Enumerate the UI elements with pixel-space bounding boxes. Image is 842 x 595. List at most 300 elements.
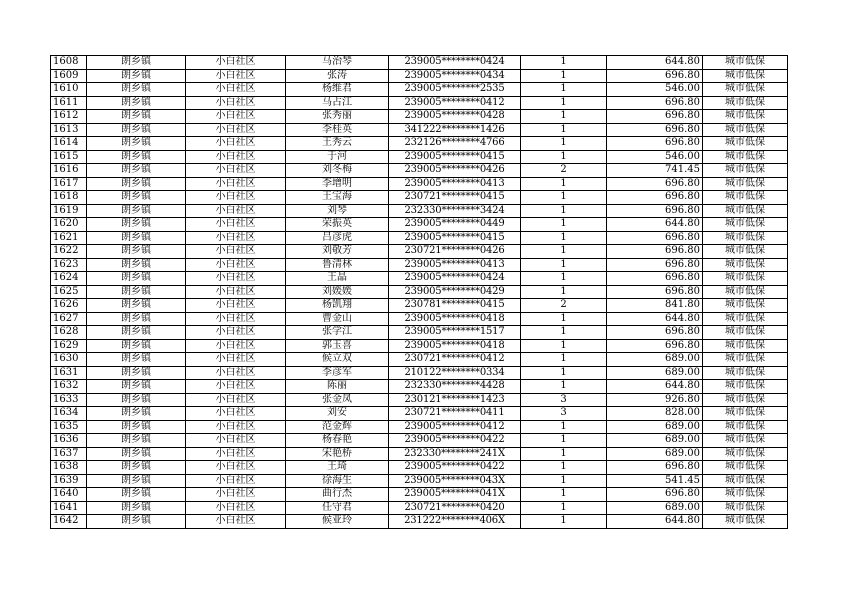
town-cell: 朗乡镇 xyxy=(87,150,186,164)
table-row xyxy=(51,56,788,70)
recipient-name-cell: 任守君 xyxy=(286,501,389,515)
recipient-name-cell: 刘敬芳 xyxy=(286,245,389,259)
assistance-type-cell: 城市低保 xyxy=(703,231,788,245)
table-row xyxy=(51,272,788,286)
amount-cell: 644.80 xyxy=(607,380,703,394)
table-row xyxy=(51,447,788,461)
table-row xyxy=(51,177,788,191)
assistance-type-cell: 城市低保 xyxy=(703,177,788,191)
town-cell: 朗乡镇 xyxy=(87,488,186,502)
amount-cell: 828.00 xyxy=(607,407,703,421)
amount-cell: 696.80 xyxy=(607,204,703,218)
assistance-type-cell: 城市低保 xyxy=(703,299,788,313)
recipient-name-cell: 张学江 xyxy=(286,326,389,340)
recipient-name-cell: 王晶 xyxy=(286,272,389,286)
recipient-name-cell: 宋艳桥 xyxy=(286,447,389,461)
serial-number-cell: 1628 xyxy=(51,326,87,340)
recipient-name-cell: 杨维君 xyxy=(286,83,389,97)
recipient-name-cell: 徐海生 xyxy=(286,474,389,488)
serial-number-cell: 1617 xyxy=(51,177,87,191)
household-count-cell: 1 xyxy=(521,204,607,218)
amount-cell: 689.00 xyxy=(607,353,703,367)
town-cell: 朗乡镇 xyxy=(87,137,186,151)
table-body xyxy=(51,56,788,529)
recipient-name-cell: 张秀丽 xyxy=(286,110,389,124)
town-cell: 朗乡镇 xyxy=(87,434,186,448)
recipient-name-cell: 王琦 xyxy=(286,461,389,475)
id-number-cell: 239005********0422 xyxy=(389,461,521,475)
assistance-type-cell: 城市低保 xyxy=(703,434,788,448)
household-count-cell: 1 xyxy=(521,245,607,259)
assistance-type-cell: 城市低保 xyxy=(703,285,788,299)
id-number-cell: 341222********1426 xyxy=(389,123,521,137)
id-number-cell: 239005********0413 xyxy=(389,177,521,191)
town-cell: 朗乡镇 xyxy=(87,177,186,191)
id-number-cell: 239005********0418 xyxy=(389,312,521,326)
town-cell: 朗乡镇 xyxy=(87,420,186,434)
recipient-name-cell: 鲁清林 xyxy=(286,258,389,272)
household-count-cell: 1 xyxy=(521,123,607,137)
serial-number-cell: 1621 xyxy=(51,231,87,245)
amount-cell: 644.80 xyxy=(607,56,703,70)
town-cell: 朗乡镇 xyxy=(87,191,186,205)
community-cell: 小白社区 xyxy=(186,312,286,326)
town-cell: 朗乡镇 xyxy=(87,245,186,259)
household-count-cell: 1 xyxy=(521,501,607,515)
table-row xyxy=(51,393,788,407)
id-number-cell: 230121********1423 xyxy=(389,393,521,407)
household-count-cell: 1 xyxy=(521,258,607,272)
household-count-cell: 1 xyxy=(521,177,607,191)
assistance-type-cell: 城市低保 xyxy=(703,137,788,151)
amount-cell: 741.45 xyxy=(607,164,703,178)
assistance-type-cell: 城市低保 xyxy=(703,272,788,286)
amount-cell: 696.80 xyxy=(607,258,703,272)
serial-number-cell: 1626 xyxy=(51,299,87,313)
table-row xyxy=(51,474,788,488)
town-cell: 朗乡镇 xyxy=(87,272,186,286)
table-row xyxy=(51,420,788,434)
household-count-cell: 1 xyxy=(521,218,607,232)
id-number-cell: 210122********0334 xyxy=(389,366,521,380)
amount-cell: 696.80 xyxy=(607,110,703,124)
community-cell: 小白社区 xyxy=(186,191,286,205)
table-row xyxy=(51,434,788,448)
recipient-name-cell: 马占江 xyxy=(286,96,389,110)
recipient-name-cell: 曹金山 xyxy=(286,312,389,326)
household-count-cell: 1 xyxy=(521,420,607,434)
household-count-cell: 1 xyxy=(521,83,607,97)
amount-cell: 696.80 xyxy=(607,245,703,259)
id-number-cell: 231222********406X xyxy=(389,515,521,529)
table-row xyxy=(51,515,788,529)
recipient-name-cell: 张涛 xyxy=(286,69,389,83)
table-row xyxy=(51,218,788,232)
town-cell: 朗乡镇 xyxy=(87,380,186,394)
assistance-type-cell: 城市低保 xyxy=(703,380,788,394)
table-row xyxy=(51,258,788,272)
household-count-cell: 1 xyxy=(521,326,607,340)
amount-cell: 696.80 xyxy=(607,123,703,137)
table-row xyxy=(51,150,788,164)
household-count-cell: 1 xyxy=(521,447,607,461)
serial-number-cell: 1634 xyxy=(51,407,87,421)
amount-cell: 689.00 xyxy=(607,501,703,515)
community-cell: 小白社区 xyxy=(186,393,286,407)
community-cell: 小白社区 xyxy=(186,353,286,367)
table-row xyxy=(51,488,788,502)
table-row xyxy=(51,204,788,218)
community-cell: 小白社区 xyxy=(186,56,286,70)
recipient-name-cell: 吕彦虎 xyxy=(286,231,389,245)
amount-cell: 841.80 xyxy=(607,299,703,313)
table-row xyxy=(51,191,788,205)
amount-cell: 689.00 xyxy=(607,434,703,448)
assistance-type-cell: 城市低保 xyxy=(703,407,788,421)
assistance-type-cell: 城市低保 xyxy=(703,258,788,272)
serial-number-cell: 1609 xyxy=(51,69,87,83)
assistance-type-cell: 城市低保 xyxy=(703,461,788,475)
amount-cell: 689.00 xyxy=(607,366,703,380)
id-number-cell: 232330********241X xyxy=(389,447,521,461)
serial-number-cell: 1635 xyxy=(51,420,87,434)
recipient-name-cell: 李桂英 xyxy=(286,123,389,137)
town-cell: 朗乡镇 xyxy=(87,96,186,110)
table-row xyxy=(51,299,788,313)
recipient-name-cell: 刘安 xyxy=(286,407,389,421)
id-number-cell: 239005********0426 xyxy=(389,164,521,178)
recipient-name-cell: 候立双 xyxy=(286,353,389,367)
amount-cell: 696.80 xyxy=(607,137,703,151)
community-cell: 小白社区 xyxy=(186,69,286,83)
amount-cell: 696.80 xyxy=(607,177,703,191)
community-cell: 小白社区 xyxy=(186,461,286,475)
id-number-cell: 239005********0428 xyxy=(389,110,521,124)
table-row xyxy=(51,366,788,380)
assistance-type-cell: 城市低保 xyxy=(703,56,788,70)
town-cell: 朗乡镇 xyxy=(87,218,186,232)
household-count-cell: 1 xyxy=(521,488,607,502)
town-cell: 朗乡镇 xyxy=(87,447,186,461)
assistance-type-cell: 城市低保 xyxy=(703,339,788,353)
serial-number-cell: 1622 xyxy=(51,245,87,259)
table-row xyxy=(51,123,788,137)
town-cell: 朗乡镇 xyxy=(87,339,186,353)
town-cell: 朗乡镇 xyxy=(87,353,186,367)
community-cell: 小白社区 xyxy=(186,177,286,191)
household-count-cell: 2 xyxy=(521,299,607,313)
community-cell: 小白社区 xyxy=(186,488,286,502)
household-count-cell: 1 xyxy=(521,110,607,124)
household-count-cell: 1 xyxy=(521,285,607,299)
id-number-cell: 239005********0415 xyxy=(389,150,521,164)
id-number-cell: 239005********0424 xyxy=(389,272,521,286)
household-count-cell: 1 xyxy=(521,231,607,245)
recipient-name-cell: 杨凯翔 xyxy=(286,299,389,313)
amount-cell: 696.80 xyxy=(607,285,703,299)
assistance-type-cell: 城市低保 xyxy=(703,353,788,367)
community-cell: 小白社区 xyxy=(186,96,286,110)
town-cell: 朗乡镇 xyxy=(87,110,186,124)
town-cell: 朗乡镇 xyxy=(87,231,186,245)
id-number-cell: 239005********043X xyxy=(389,474,521,488)
table-row xyxy=(51,245,788,259)
household-count-cell: 1 xyxy=(521,515,607,529)
table-row xyxy=(51,285,788,299)
amount-cell: 644.80 xyxy=(607,312,703,326)
town-cell: 朗乡镇 xyxy=(87,501,186,515)
id-number-cell: 230781********0415 xyxy=(389,299,521,313)
assistance-type-cell: 城市低保 xyxy=(703,245,788,259)
town-cell: 朗乡镇 xyxy=(87,407,186,421)
serial-number-cell: 1633 xyxy=(51,393,87,407)
community-cell: 小白社区 xyxy=(186,164,286,178)
serial-number-cell: 1638 xyxy=(51,461,87,475)
assistance-type-cell: 城市低保 xyxy=(703,83,788,97)
community-cell: 小白社区 xyxy=(186,515,286,529)
amount-cell: 696.80 xyxy=(607,69,703,83)
community-cell: 小白社区 xyxy=(186,501,286,515)
recipient-name-cell: 候亚玲 xyxy=(286,515,389,529)
serial-number-cell: 1619 xyxy=(51,204,87,218)
id-number-cell: 230721********0415 xyxy=(389,191,521,205)
community-cell: 小白社区 xyxy=(186,218,286,232)
id-number-cell: 230721********0420 xyxy=(389,501,521,515)
table-row xyxy=(51,312,788,326)
serial-number-cell: 1640 xyxy=(51,488,87,502)
table-row xyxy=(51,326,788,340)
amount-cell: 546.00 xyxy=(607,83,703,97)
recipient-name-cell: 李增明 xyxy=(286,177,389,191)
id-number-cell: 232330********4428 xyxy=(389,380,521,394)
recipient-name-cell: 王秀云 xyxy=(286,137,389,151)
serial-number-cell: 1629 xyxy=(51,339,87,353)
assistance-type-cell: 城市低保 xyxy=(703,150,788,164)
table-row xyxy=(51,501,788,515)
table-row xyxy=(51,407,788,421)
household-count-cell: 1 xyxy=(521,69,607,83)
amount-cell: 644.80 xyxy=(607,218,703,232)
recipient-name-cell: 郭玉喜 xyxy=(286,339,389,353)
id-number-cell: 232330********3424 xyxy=(389,204,521,218)
household-count-cell: 1 xyxy=(521,137,607,151)
community-cell: 小白社区 xyxy=(186,474,286,488)
community-cell: 小白社区 xyxy=(186,272,286,286)
serial-number-cell: 1620 xyxy=(51,218,87,232)
town-cell: 朗乡镇 xyxy=(87,326,186,340)
community-cell: 小白社区 xyxy=(186,339,286,353)
town-cell: 朗乡镇 xyxy=(87,123,186,137)
assistance-type-cell: 城市低保 xyxy=(703,204,788,218)
id-number-cell: 239005********0424 xyxy=(389,56,521,70)
household-count-cell: 1 xyxy=(521,380,607,394)
amount-cell: 696.80 xyxy=(607,339,703,353)
serial-number-cell: 1630 xyxy=(51,353,87,367)
amount-cell: 546.00 xyxy=(607,150,703,164)
serial-number-cell: 1632 xyxy=(51,380,87,394)
assistance-type-cell: 城市低保 xyxy=(703,420,788,434)
id-number-cell: 239005********0412 xyxy=(389,96,521,110)
community-cell: 小白社区 xyxy=(186,326,286,340)
table-row xyxy=(51,110,788,124)
town-cell: 朗乡镇 xyxy=(87,461,186,475)
recipient-name-cell: 马治琴 xyxy=(286,56,389,70)
serial-number-cell: 1613 xyxy=(51,123,87,137)
id-number-cell: 239005********0412 xyxy=(389,420,521,434)
household-count-cell: 2 xyxy=(521,164,607,178)
serial-number-cell: 1610 xyxy=(51,83,87,97)
serial-number-cell: 1611 xyxy=(51,96,87,110)
amount-cell: 696.80 xyxy=(607,231,703,245)
assistance-type-cell: 城市低保 xyxy=(703,191,788,205)
household-count-cell: 1 xyxy=(521,474,607,488)
amount-cell: 696.80 xyxy=(607,191,703,205)
recipient-name-cell: 曲行杰 xyxy=(286,488,389,502)
community-cell: 小白社区 xyxy=(186,123,286,137)
community-cell: 小白社区 xyxy=(186,204,286,218)
serial-number-cell: 1623 xyxy=(51,258,87,272)
serial-number-cell: 1625 xyxy=(51,285,87,299)
community-cell: 小白社区 xyxy=(186,407,286,421)
household-count-cell: 1 xyxy=(521,96,607,110)
household-count-cell: 1 xyxy=(521,339,607,353)
household-count-cell: 1 xyxy=(521,56,607,70)
community-cell: 小白社区 xyxy=(186,245,286,259)
recipient-name-cell: 刘媛媛 xyxy=(286,285,389,299)
assistance-type-cell: 城市低保 xyxy=(703,312,788,326)
town-cell: 朗乡镇 xyxy=(87,515,186,529)
community-cell: 小白社区 xyxy=(186,231,286,245)
table-row xyxy=(51,353,788,367)
assistance-type-cell: 城市低保 xyxy=(703,474,788,488)
amount-cell: 644.80 xyxy=(607,515,703,529)
assistance-type-cell: 城市低保 xyxy=(703,366,788,380)
id-number-cell: 230721********0411 xyxy=(389,407,521,421)
serial-number-cell: 1614 xyxy=(51,137,87,151)
serial-number-cell: 1608 xyxy=(51,56,87,70)
household-count-cell: 1 xyxy=(521,366,607,380)
town-cell: 朗乡镇 xyxy=(87,204,186,218)
community-cell: 小白社区 xyxy=(186,380,286,394)
serial-number-cell: 1615 xyxy=(51,150,87,164)
serial-number-cell: 1637 xyxy=(51,447,87,461)
serial-number-cell: 1641 xyxy=(51,501,87,515)
serial-number-cell: 1627 xyxy=(51,312,87,326)
recipient-name-cell: 王宝海 xyxy=(286,191,389,205)
table-row xyxy=(51,83,788,97)
id-number-cell: 239005********0422 xyxy=(389,434,521,448)
town-cell: 朗乡镇 xyxy=(87,164,186,178)
assistance-type-cell: 城市低保 xyxy=(703,164,788,178)
town-cell: 朗乡镇 xyxy=(87,393,186,407)
amount-cell: 926.80 xyxy=(607,393,703,407)
town-cell: 朗乡镇 xyxy=(87,299,186,313)
id-number-cell: 230721********0426 xyxy=(389,245,521,259)
serial-number-cell: 1639 xyxy=(51,474,87,488)
table-row xyxy=(51,69,788,83)
assistance-type-cell: 城市低保 xyxy=(703,515,788,529)
community-cell: 小白社区 xyxy=(186,83,286,97)
id-number-cell: 239005********2535 xyxy=(389,83,521,97)
recipient-name-cell: 于河 xyxy=(286,150,389,164)
recipient-name-cell: 李彦军 xyxy=(286,366,389,380)
recipient-name-cell: 刘冬梅 xyxy=(286,164,389,178)
recipient-name-cell: 荣振英 xyxy=(286,218,389,232)
serial-number-cell: 1616 xyxy=(51,164,87,178)
community-cell: 小白社区 xyxy=(186,447,286,461)
household-count-cell: 1 xyxy=(521,191,607,205)
town-cell: 朗乡镇 xyxy=(87,56,186,70)
id-number-cell: 239005********041X xyxy=(389,488,521,502)
serial-number-cell: 1642 xyxy=(51,515,87,529)
relief-recipient-table xyxy=(50,55,788,529)
assistance-type-cell: 城市低保 xyxy=(703,447,788,461)
amount-cell: 696.80 xyxy=(607,272,703,286)
community-cell: 小白社区 xyxy=(186,285,286,299)
amount-cell: 689.00 xyxy=(607,420,703,434)
id-number-cell: 230721********0412 xyxy=(389,353,521,367)
town-cell: 朗乡镇 xyxy=(87,69,186,83)
town-cell: 朗乡镇 xyxy=(87,312,186,326)
id-number-cell: 239005********0434 xyxy=(389,69,521,83)
table-row xyxy=(51,231,788,245)
assistance-type-cell: 城市低保 xyxy=(703,69,788,83)
assistance-type-cell: 城市低保 xyxy=(703,393,788,407)
serial-number-cell: 1631 xyxy=(51,366,87,380)
household-count-cell: 1 xyxy=(521,150,607,164)
household-count-cell: 1 xyxy=(521,461,607,475)
id-number-cell: 239005********0429 xyxy=(389,285,521,299)
recipient-name-cell: 张金凤 xyxy=(286,393,389,407)
assistance-type-cell: 城市低保 xyxy=(703,326,788,340)
recipient-name-cell: 刘琴 xyxy=(286,204,389,218)
town-cell: 朗乡镇 xyxy=(87,258,186,272)
serial-number-cell: 1612 xyxy=(51,110,87,124)
table-row xyxy=(51,164,788,178)
household-count-cell: 3 xyxy=(521,407,607,421)
serial-number-cell: 1636 xyxy=(51,434,87,448)
recipient-name-cell: 陈丽 xyxy=(286,380,389,394)
household-count-cell: 1 xyxy=(521,353,607,367)
amount-cell: 696.80 xyxy=(607,461,703,475)
recipient-name-cell: 范金辉 xyxy=(286,420,389,434)
serial-number-cell: 1624 xyxy=(51,272,87,286)
community-cell: 小白社区 xyxy=(186,420,286,434)
serial-number-cell: 1618 xyxy=(51,191,87,205)
table-row xyxy=(51,380,788,394)
id-number-cell: 239005********0449 xyxy=(389,218,521,232)
id-number-cell: 239005********0413 xyxy=(389,258,521,272)
household-count-cell: 3 xyxy=(521,393,607,407)
table-row xyxy=(51,461,788,475)
community-cell: 小白社区 xyxy=(186,110,286,124)
table-row xyxy=(51,339,788,353)
household-count-cell: 1 xyxy=(521,272,607,286)
assistance-type-cell: 城市低保 xyxy=(703,96,788,110)
id-number-cell: 239005********0418 xyxy=(389,339,521,353)
amount-cell: 696.80 xyxy=(607,96,703,110)
household-count-cell: 1 xyxy=(521,312,607,326)
household-count-cell: 1 xyxy=(521,434,607,448)
assistance-type-cell: 城市低保 xyxy=(703,218,788,232)
assistance-type-cell: 城市低保 xyxy=(703,123,788,137)
amount-cell: 696.80 xyxy=(607,488,703,502)
id-number-cell: 239005********0415 xyxy=(389,231,521,245)
assistance-type-cell: 城市低保 xyxy=(703,501,788,515)
town-cell: 朗乡镇 xyxy=(87,83,186,97)
id-number-cell: 232126********4766 xyxy=(389,137,521,151)
community-cell: 小白社区 xyxy=(186,366,286,380)
